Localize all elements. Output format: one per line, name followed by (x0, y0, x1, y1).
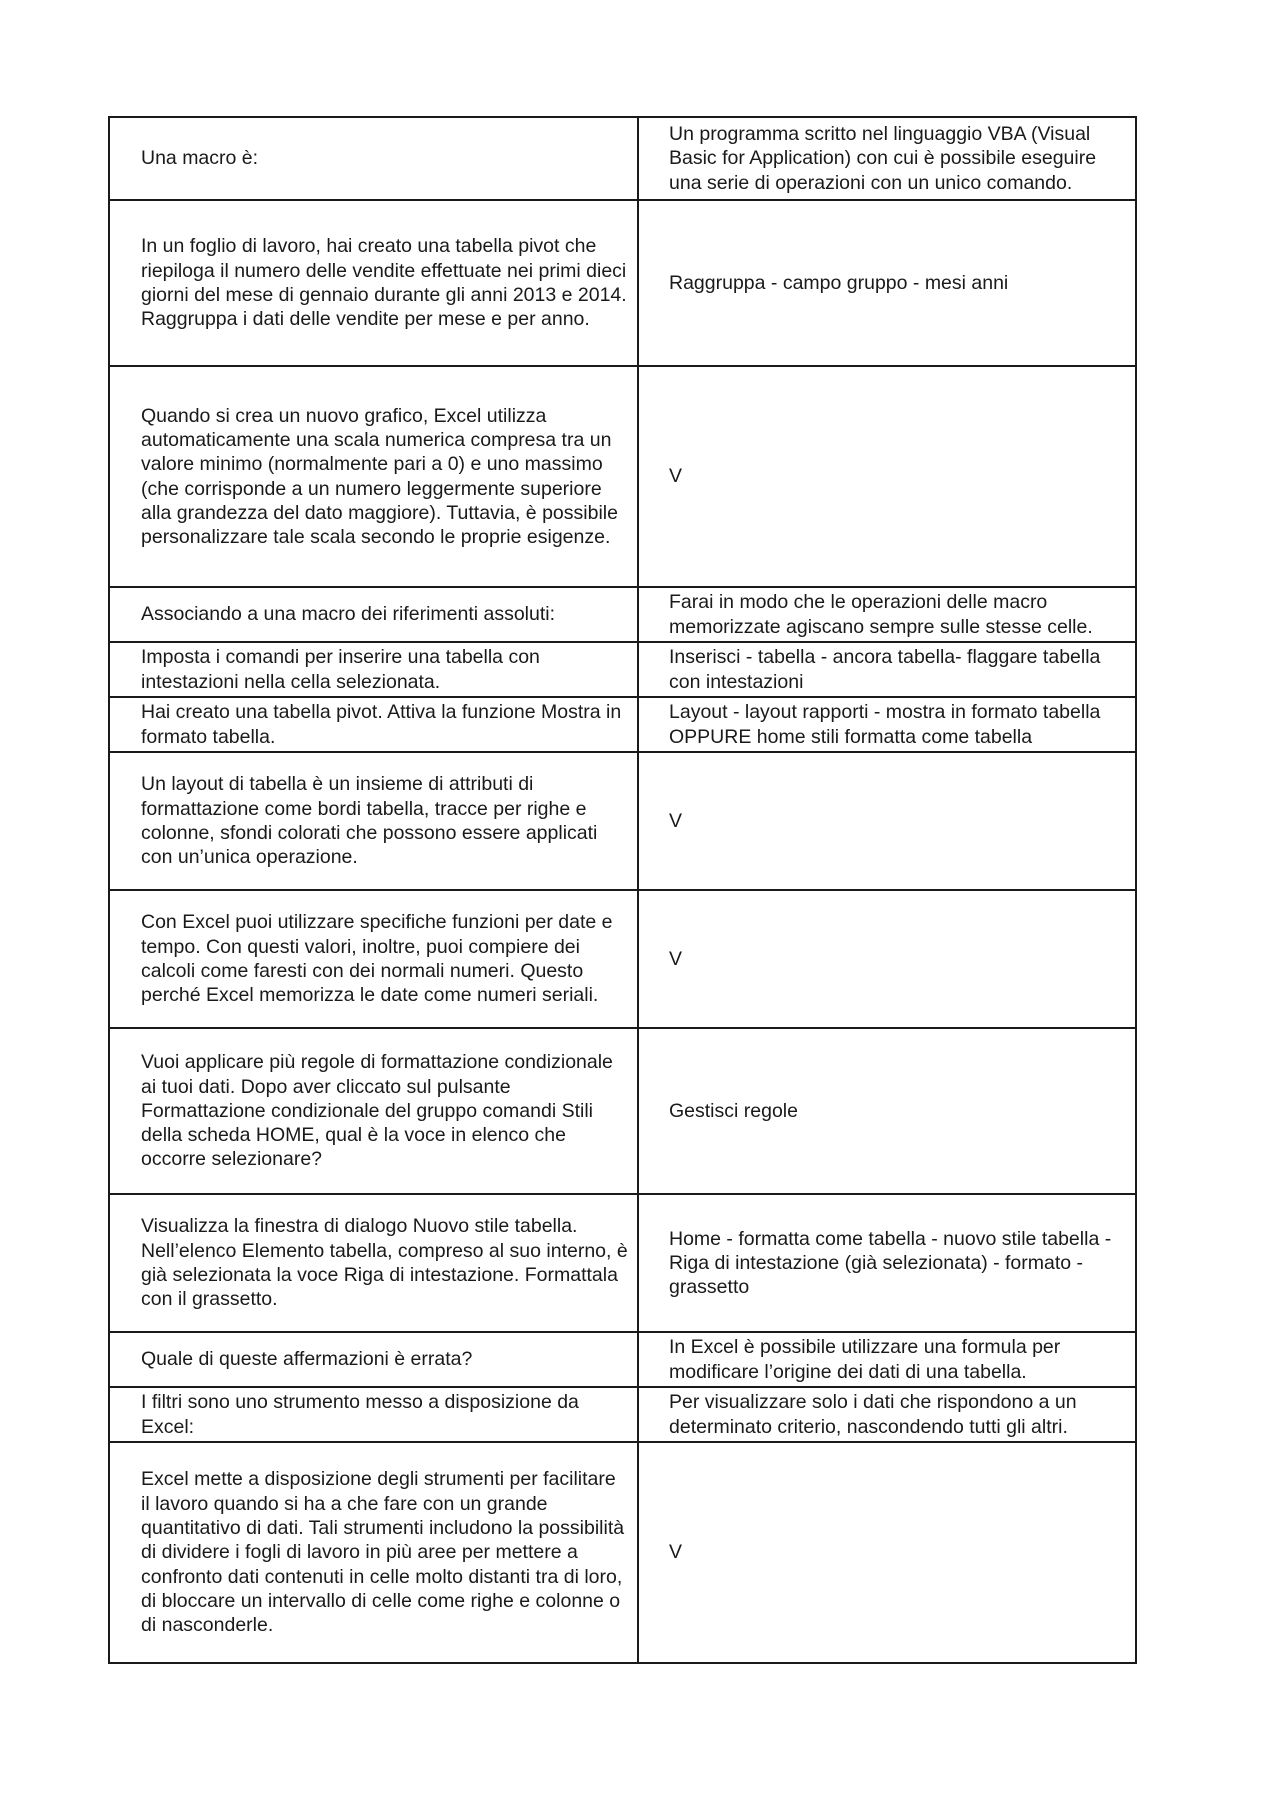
question-cell: Imposta i comandi per inserire una tabella con intestazioni nella cella selezionata. (109, 642, 638, 697)
question-cell: I filtri sono uno strumento messo a disposizione da Excel: (109, 1387, 638, 1442)
table-row (109, 117, 1136, 200)
question-cell: Con Excel puoi utilizzare specifiche funzioni per date e tempo. Con questi valori, inoltre, puoi compiere dei calcoli come faresti con dei normali numeri. Questo perché Excel memorizza le date come numeri seriali. (109, 890, 638, 1028)
qa-table (108, 116, 1137, 1664)
answer-cell: Gestisci regole (638, 1028, 1136, 1194)
table-row (109, 587, 1136, 642)
question-cell: Un layout di tabella è un insieme di attributi di formattazione come bordi tabella, tracce per righe e colonne, sfondi colorati che possono essere applicati con un’unica operazione. (109, 752, 638, 890)
question-cell: Hai creato una tabella pivot. Attiva la funzione Mostra in formato tabella. (109, 697, 638, 752)
answer-cell: V (638, 1442, 1136, 1663)
table-row (109, 1028, 1136, 1194)
answer-cell: V (638, 752, 1136, 890)
answer-cell: Un programma scritto nel linguaggio VBA (Visual Basic for Application) con cui è possibile eseguire una serie di operazioni con un unico comando. (638, 117, 1136, 200)
table-row (109, 642, 1136, 697)
answer-cell: Home - formatta come tabella - nuovo stile tabella - Riga di intestazione (già selezionata) - formato - grassetto (638, 1194, 1136, 1332)
question-cell: Quale di queste affermazioni è errata? (109, 1332, 638, 1387)
question-cell: Vuoi applicare più regole di formattazione condizionale ai tuoi dati. Dopo aver cliccato sul pulsante Formattazione condizionale del gruppo comandi Stili della scheda HOME, qual è la voce in elenco che occorre selezionare? (109, 1028, 638, 1194)
question-cell: Visualizza la finestra di dialogo Nuovo stile tabella. Nell’elenco Elemento tabella, compreso al suo interno, è già selezionata la voce Riga di intestazione. Formattala con il grassetto. (109, 1194, 638, 1332)
table-row (109, 697, 1136, 752)
table-row (109, 1332, 1136, 1387)
table-row (109, 1442, 1136, 1663)
answer-cell: Per visualizzare solo i dati che rispondono a un determinato criterio, nascondendo tutti gli altri. (638, 1387, 1136, 1442)
question-cell: Associando a una macro dei riferimenti assoluti: (109, 587, 638, 642)
table-row (109, 200, 1136, 366)
question-cell: In un foglio di lavoro, hai creato una tabella pivot che riepiloga il numero delle vendite effettuate nei primi dieci giorni del mese di gennaio durante gli anni 2013 e 2014. Raggruppa i dati delle vendite per mese e per anno. (109, 200, 638, 366)
answer-cell: Inserisci - tabella - ancora tabella- flaggare tabella con intestazioni (638, 642, 1136, 697)
answer-cell: V (638, 366, 1136, 587)
question-cell: Una macro è: (109, 117, 638, 200)
table-row (109, 890, 1136, 1028)
table-row (109, 752, 1136, 890)
answer-cell: Raggruppa - campo gruppo - mesi anni (638, 200, 1136, 366)
answer-cell: In Excel è possibile utilizzare una formula per modificare l’origine dei dati di una tabella. (638, 1332, 1136, 1387)
answer-cell: Farai in modo che le operazioni delle macro memorizzate agiscano sempre sulle stesse celle. (638, 587, 1136, 642)
question-cell: Quando si crea un nuovo grafico, Excel utilizza automaticamente una scala numerica compresa tra un valore minimo (normalmente pari a 0) e uno massimo (che corrisponde a un numero leggermente superiore alla grandezza del dato maggiore). Tuttavia, è possibile personalizzare tale scala secondo le proprie esigenze. (109, 366, 638, 587)
table-row (109, 366, 1136, 587)
table-row (109, 1387, 1136, 1442)
answer-cell: Layout - layout rapporti - mostra in formato tabella OPPURE home stili formatta come tabella (638, 697, 1136, 752)
question-cell: Excel mette a disposizione degli strumenti per facilitare il lavoro quando si ha a che fare con un grande quantitativo di dati. Tali strumenti includono la possibilità di dividere i fogli di lavoro in più aree per mettere a confronto dati contenuti in celle molto distanti tra di loro, di bloccare un intervallo di celle come righe e colonne o di nasconderle. (109, 1442, 638, 1663)
table-row (109, 1194, 1136, 1332)
answer-cell: V (638, 890, 1136, 1028)
